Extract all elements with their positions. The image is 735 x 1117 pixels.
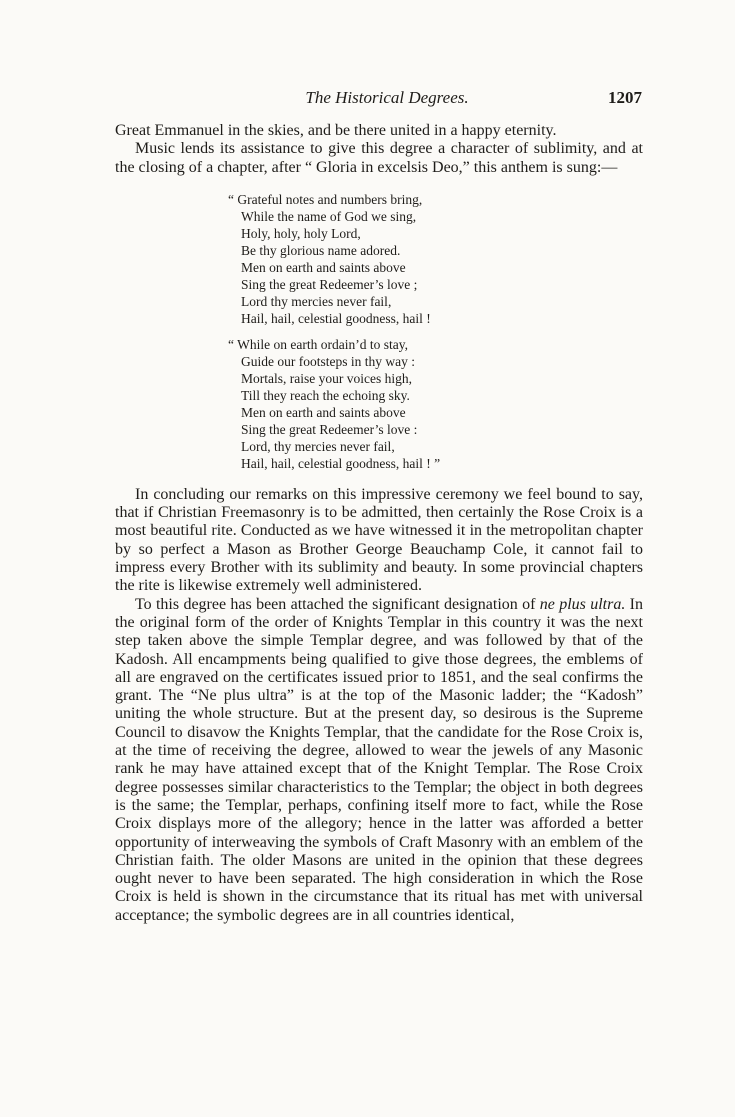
- poem-line: Hail, hail, celestial goodness, hail ! ”: [241, 455, 441, 471]
- anthem-poem: [228, 191, 643, 472]
- poem-stanza-1: [228, 191, 643, 327]
- paragraph-ne-plus-ultra: [115, 596, 643, 925]
- body-text: [115, 122, 643, 925]
- poem-line: Hail, hail, celestial goodness, hail !: [241, 310, 431, 326]
- page-header: [132, 88, 642, 110]
- poem-line: Guide our footsteps in thy way :: [241, 353, 415, 369]
- poem-line: Sing the great Redeemer’s love ;: [241, 276, 418, 292]
- poem-line: Be thy glorious name adored.: [241, 242, 401, 258]
- page-number: 1207: [608, 88, 642, 107]
- running-title: The Historical Degrees.: [305, 88, 469, 107]
- poem-line: While the name of God we sing,: [241, 208, 417, 224]
- poem-line: Till they reach the echoing sky.: [241, 387, 410, 403]
- poem-stanza-2: [228, 336, 643, 472]
- paragraph-continuation: Great Emmanuel in the skies, and be there united in a happy eternity.: [115, 122, 557, 139]
- poem-line: “ Grateful notes and numbers bring,: [228, 191, 423, 207]
- poem-line: “ While on earth ordain’d to stay,: [228, 336, 408, 352]
- poem-line: Holy, holy, holy Lord,: [241, 225, 361, 241]
- text-run: In the original form of the order of Knights Templar in this country it was the next step taken above the simple Templar degree, and was followed by that of the Kadosh. All encampments being qualified to give those degrees, the emblems of all are engraved on the certificates issued prior to 1851, and the seal confirms the grant. The “Ne plus ultra” is at the top of the Masonic ladder; the “Kadosh” uniting the whole structure. But at the present day, so desirous is the Supreme Council to disavow the Knights Templar, that the candidate for the Rose Croix is, at the time of receiving the degree, allowed to wear the jewels of any Masonic rank he may have attained except that of the Knight Templar. The Rose Croix degree possesses similar characteristics to the Templar; the object in both degrees is the same; the Templar, perhaps, confining itself more to fact, while the Rose Croix displays more of the allegory; hence in the latter was afforded a better opportunity of interweaving the symbols of Craft Masonry with an emblem of the Christian faith. The older Masons are united in the opinion that these degrees ought never to have been separated. The high consideration in which the Rose Croix is held is shown in the circumstance that its ritual has met with universal acceptance; the symbolic degrees are in all countries identical,: [115, 595, 644, 924]
- text-run: To this degree has been attached the significant designation of: [135, 595, 540, 613]
- paragraph-music: Music lends its assistance to give this degree a character of sublimity, and at the closing of a chapter, after “ Gloria in excelsis Deo,” this anthem is sung:—: [115, 140, 643, 176]
- poem-line: Mortals, raise your voices high,: [241, 370, 412, 386]
- poem-line: Lord, thy mercies never fail,: [241, 438, 395, 454]
- poem-line: Men on earth and saints above: [241, 404, 406, 420]
- italic-phrase: ne plus ultra.: [539, 595, 626, 613]
- poem-line: Sing the great Redeemer’s love :: [241, 421, 418, 437]
- poem-line: Lord thy mercies never fail,: [241, 293, 392, 309]
- poem-line: Men on earth and saints above: [241, 259, 406, 275]
- paragraph-concluding: In concluding our remarks on this impressive ceremony we feel bound to say, that if Christian Freemasonry is to be admitted, then certainly the Rose Croix is a most beautiful rite. Conducted as we have witnessed it in the metropolitan chapter by so perfect a Mason as Brother George Beauchamp Cole, it cannot fail to impress every Brother with its sublimity and beauty. In some provincial chapters the rite is likewise extremely well administered.: [115, 485, 643, 595]
